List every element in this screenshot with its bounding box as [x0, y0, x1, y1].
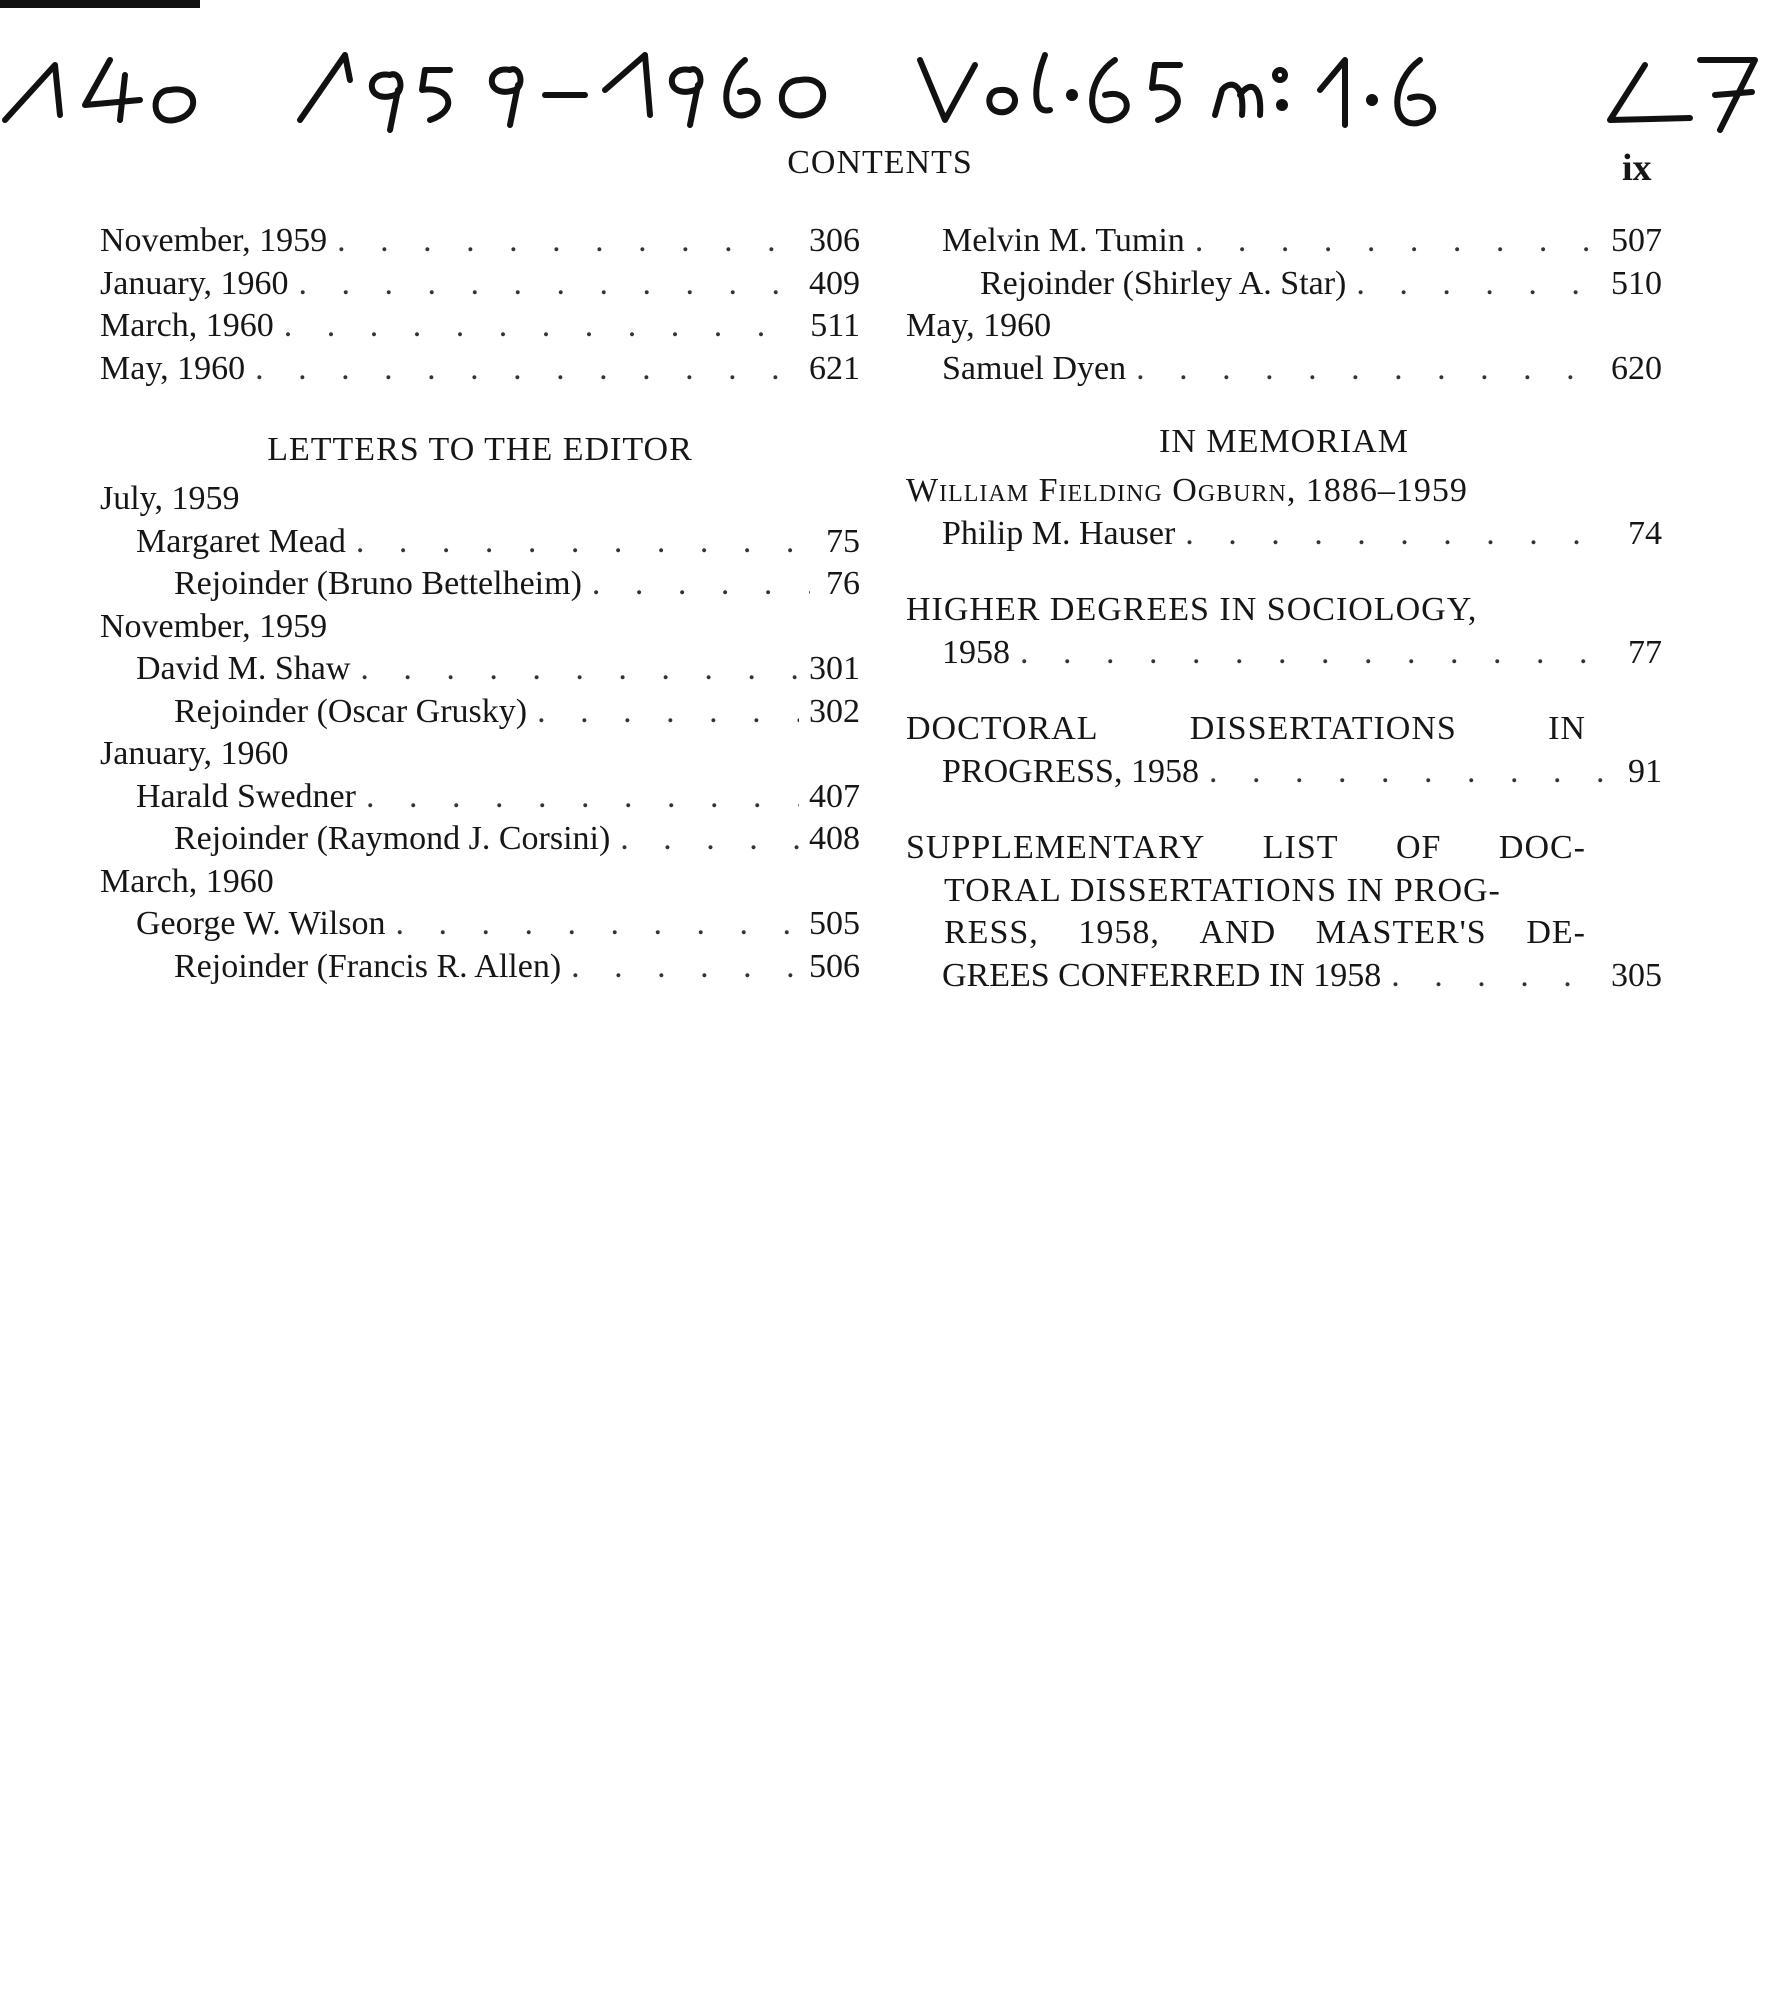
entry-label: March, 1960 [100, 862, 274, 900]
rejoinder-entry [100, 946, 860, 989]
dot-leader [299, 263, 799, 306]
entry-page: 506 [809, 947, 860, 985]
letter-entry [100, 903, 860, 946]
entry-page: 306 [809, 222, 860, 259]
memoriam-section-heading: IN MEMORIAM [1159, 423, 1409, 460]
memoriam-title: William Fielding Ogburn, 1886–1959 [906, 472, 1468, 509]
entry-label: GREES CONFERRED IN 1958 [942, 956, 1382, 994]
dot-leader [396, 903, 799, 946]
entry-page: 505 [809, 905, 860, 942]
entry-label: Melvin M. Tumin [942, 222, 1185, 259]
entry-label: Samuel Dyen [942, 349, 1127, 387]
dot-leader [1185, 513, 1612, 556]
entry-label: July, 1959 [100, 480, 240, 517]
entry-page: 305 [1611, 956, 1662, 994]
rejoinder-entry [100, 818, 860, 861]
title-word: AND [1199, 914, 1277, 951]
letters-month [100, 478, 860, 521]
dot-leader [1195, 220, 1601, 263]
entry-label: March, 1960 [100, 307, 274, 344]
memoriam-entry [906, 513, 1662, 556]
letter-entry [906, 220, 1662, 263]
supplementary-title-line [906, 912, 1662, 955]
entry-page: 301 [809, 650, 860, 687]
title-word: DOCTORAL [906, 710, 1099, 747]
entry-page: 76 [826, 565, 860, 602]
entry-page: 75 [826, 522, 860, 560]
supplementary-title-line: TORAL DISSERTATIONS IN PROG- [944, 871, 1501, 909]
title-word: MASTER'S [1315, 914, 1487, 951]
entry-page: 511 [810, 307, 860, 344]
dot-leader [620, 818, 799, 861]
entry-label: David M. Shaw [136, 650, 351, 687]
entry-label: Rejoinder (Francis R. Allen) [174, 947, 562, 985]
entry-label: May, 1960 [906, 307, 1052, 344]
letters-section-heading: LETTERS TO THE EDITOR [267, 431, 693, 468]
dot-leader [1136, 348, 1601, 391]
title-word: 1958, [1078, 914, 1160, 951]
supplementary-title-line [906, 827, 1662, 870]
entry-label: George W. Wilson [136, 905, 386, 942]
entry-page: 74 [1628, 514, 1662, 552]
dot-leader [1209, 751, 1612, 794]
entry-label: November, 1959 [100, 607, 328, 645]
supplementary-entry [906, 955, 1662, 998]
rejoinder-entry [100, 563, 860, 606]
entry-page: 408 [809, 820, 860, 857]
title-word: SUPPLEMENTARY [906, 829, 1206, 866]
entry-label: Rejoinder (Raymond J. Corsini) [174, 820, 611, 857]
entry-label: Harald Swedner [136, 777, 356, 815]
title-word: DISSERTATIONS [1189, 710, 1457, 747]
entry-page: 409 [809, 264, 860, 302]
entry-label: Rejoinder (Shirley A. Star) [980, 264, 1347, 302]
entry-label: January, 1960 [100, 735, 289, 772]
entry-page: 91 [1628, 752, 1662, 790]
entry-page: 407 [809, 777, 860, 815]
memoriam-block [906, 470, 1662, 555]
doctoral-block [906, 708, 1662, 793]
title-word: OF [1395, 829, 1442, 866]
dot-leader [366, 776, 799, 819]
right-top-entries [906, 220, 1662, 390]
letters-month [906, 305, 1662, 348]
entry-label: November, 1959 [100, 222, 328, 259]
entry-label: Rejoinder (Bruno Bettelheim) [174, 565, 582, 602]
scan-edge-mark [0, 0, 200, 8]
dot-leader [571, 946, 799, 989]
title-word: DOC- [1498, 829, 1586, 866]
dot-leader [255, 348, 799, 391]
title-word: LIST [1262, 829, 1339, 866]
dot-leader [337, 220, 799, 263]
doctoral-entry [906, 751, 1662, 794]
left-column [100, 220, 860, 988]
letters-month [100, 861, 860, 904]
handwritten-archive-note [0, 20, 1778, 140]
letters-month [100, 733, 860, 776]
letter-entry [100, 776, 860, 819]
dot-leader [284, 305, 801, 348]
toc-entry [100, 220, 860, 263]
entry-label: Rejoinder (Oscar Grusky) [174, 692, 528, 730]
doctoral-title [906, 708, 1662, 751]
dot-leader [592, 563, 810, 606]
title-word: RESS, [944, 914, 1039, 951]
higher-degrees-block [906, 589, 1662, 674]
letter-entry [906, 348, 1662, 391]
entry-label: Philip M. Hauser [942, 514, 1176, 552]
page-title: CONTENTS [787, 144, 973, 181]
dot-leader [1020, 632, 1612, 675]
higher-degrees-title: HIGHER DEGREES IN SOCIOLOGY, [906, 591, 1478, 628]
entry-page: 620 [1611, 349, 1662, 387]
entry-label: May, 1960 [100, 349, 246, 387]
dot-leader [1356, 263, 1601, 306]
entry-label: 1958 [942, 633, 1010, 671]
rejoinder-entry [906, 263, 1662, 306]
entry-label: Margaret Mead [136, 522, 346, 560]
dot-leader [537, 691, 799, 734]
letter-entry [100, 648, 860, 691]
left-top-entries [100, 220, 860, 390]
entry-page: 77 [1628, 633, 1662, 671]
supplementary-block [906, 827, 1662, 997]
letters-month [100, 606, 860, 649]
entry-page: 302 [809, 692, 860, 730]
right-column [906, 220, 1662, 997]
dot-leader [356, 521, 810, 564]
entry-page: 621 [809, 349, 860, 387]
toc-entry [100, 348, 860, 391]
rejoinder-entry [100, 691, 860, 734]
higher-degrees-entry [906, 632, 1662, 675]
page-header [0, 140, 1778, 190]
toc-entry [100, 305, 860, 348]
page-number: ix [1622, 147, 1652, 189]
dot-leader [1391, 955, 1601, 998]
entry-page: 507 [1611, 222, 1662, 259]
dot-leader [360, 648, 799, 691]
title-word: IN [1548, 710, 1586, 747]
letter-entry [100, 521, 860, 564]
letters-list [100, 478, 860, 988]
title-word: DE- [1526, 914, 1586, 951]
entry-label: January, 1960 [100, 264, 289, 302]
entry-page: 510 [1611, 264, 1662, 302]
toc-entry [100, 263, 860, 306]
entry-label: PROGRESS, 1958 [942, 752, 1199, 790]
